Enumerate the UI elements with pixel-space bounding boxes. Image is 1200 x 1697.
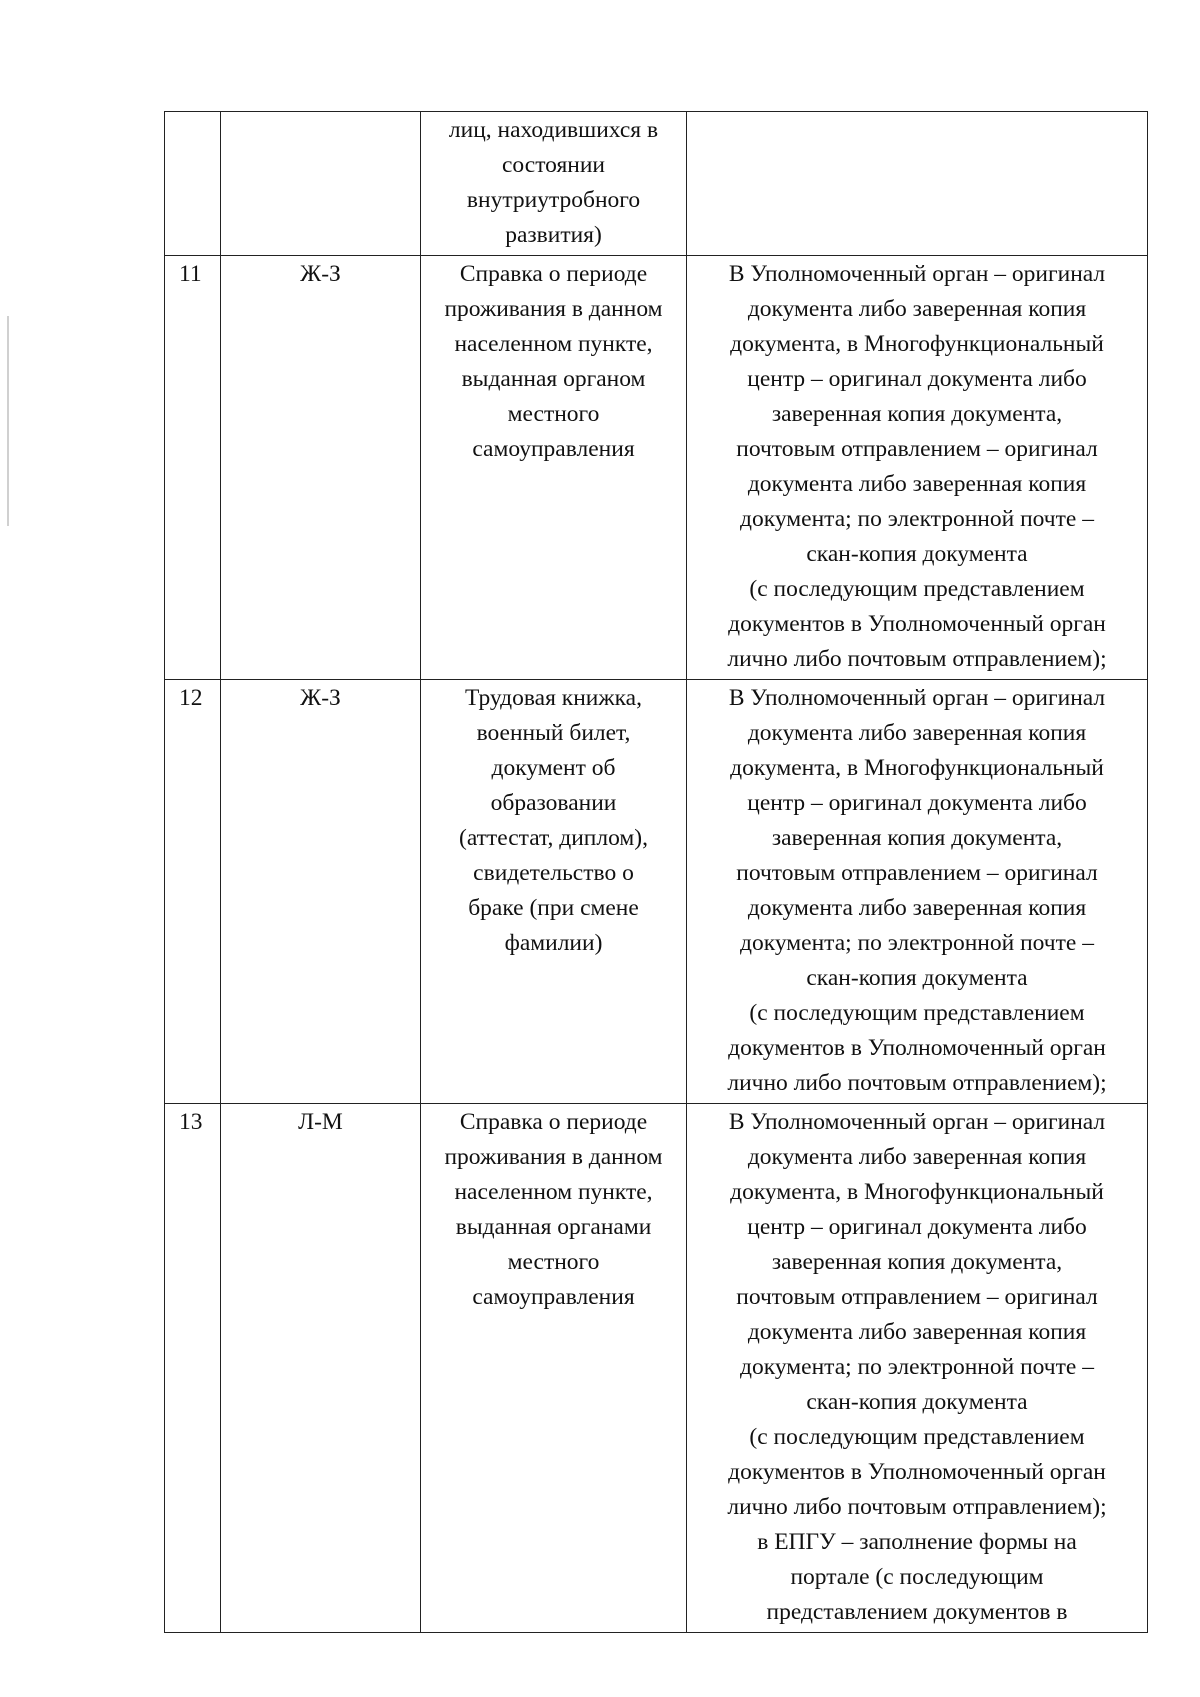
category-code-cell bbox=[221, 112, 421, 256]
table-row bbox=[165, 1104, 1148, 1633]
document-name-line: проживания в данном bbox=[444, 296, 663, 322]
submission-method-line: документов в Уполномоченный орган bbox=[728, 611, 1106, 637]
category-code-cell bbox=[221, 256, 421, 680]
submission-method-cell bbox=[687, 1104, 1148, 1633]
table-row bbox=[165, 680, 1148, 1104]
submission-method-line: (с последующим представлением bbox=[749, 1000, 1085, 1026]
document-name-line: местного bbox=[507, 1249, 600, 1275]
submission-method-line: портале (с последующим bbox=[790, 1564, 1044, 1590]
row-number-cell bbox=[165, 1104, 221, 1633]
category-code: Ж-З bbox=[300, 261, 341, 287]
submission-method-line: почтовым отправлением – оригинал bbox=[736, 1284, 1098, 1310]
submission-method-line: лично либо почтовым отправлением); bbox=[727, 1494, 1107, 1520]
scan-margin-mark bbox=[7, 316, 9, 526]
submission-method-line: центр – оригинал документа либо bbox=[747, 1214, 1087, 1240]
submission-method-line: документа; по электронной почте – bbox=[740, 930, 1094, 956]
document-name-line: (аттестат, диплом), bbox=[459, 825, 648, 851]
submission-method-line: скан-копия документа bbox=[806, 541, 1028, 567]
submission-method-line: скан-копия документа bbox=[806, 965, 1028, 991]
document-name-line: лиц, находившихся в bbox=[448, 117, 659, 143]
row-number: 11 bbox=[179, 261, 202, 287]
submission-method-line: документа либо заверенная копия bbox=[747, 1319, 1087, 1345]
document-name-cell bbox=[421, 680, 687, 1104]
submission-method-line: скан-копия документа bbox=[806, 1389, 1028, 1415]
submission-method-line: заверенная копия документа, bbox=[771, 825, 1063, 851]
submission-method-line: документа, в Многофункциональный bbox=[730, 331, 1104, 357]
submission-method-line: (с последующим представлением bbox=[749, 1424, 1085, 1450]
document-name-line: документ об bbox=[491, 755, 616, 781]
document-name-line: военный билет, bbox=[476, 720, 631, 746]
table-row bbox=[165, 256, 1148, 680]
document-name-line: свидетельство о bbox=[473, 860, 634, 886]
submission-method-line: в ЕПГУ – заполнение формы на bbox=[757, 1529, 1077, 1555]
submission-method-cell bbox=[687, 112, 1148, 256]
document-name-line: Справка о периоде bbox=[459, 1109, 648, 1135]
document-name-line: фамилии) bbox=[504, 930, 603, 956]
submission-method-line: почтовым отправлением – оригинал bbox=[736, 436, 1098, 462]
submission-method-line: документа; по электронной почте – bbox=[740, 506, 1094, 532]
document-name-line: населенном пункте, bbox=[454, 1179, 653, 1205]
document-name-line: населенном пункте, bbox=[454, 331, 653, 357]
category-code: Л-М bbox=[298, 1109, 343, 1135]
document-name-line: проживания в данном bbox=[444, 1144, 663, 1170]
submission-method-line: документов в Уполномоченный орган bbox=[728, 1459, 1106, 1485]
submission-method-line: документа либо заверенная копия bbox=[747, 895, 1087, 921]
submission-method-line: заверенная копия документа, bbox=[771, 401, 1063, 427]
document-name-line: внутриутробного bbox=[466, 187, 641, 213]
document-name-cell bbox=[421, 256, 687, 680]
document-name-line: образовании bbox=[490, 790, 617, 816]
submission-method-line: представлением документов в bbox=[766, 1599, 1068, 1625]
document-name-line: Справка о периоде bbox=[459, 261, 648, 287]
submission-method-line: документа либо заверенная копия bbox=[747, 471, 1087, 497]
row-number-cell bbox=[165, 256, 221, 680]
submission-method-line: лично либо почтовым отправлением); bbox=[727, 646, 1107, 672]
document-name-cell bbox=[421, 112, 687, 256]
category-code-cell bbox=[221, 1104, 421, 1633]
submission-method-line: документов в Уполномоченный орган bbox=[728, 1035, 1106, 1061]
submission-method-line: документа либо заверенная копия bbox=[747, 296, 1087, 322]
document-name-line: самоуправления bbox=[472, 1284, 635, 1310]
submission-method-line: В Уполномоченный орган – оригинал bbox=[728, 1109, 1106, 1135]
submission-method-line: В Уполномоченный орган – оригинал bbox=[728, 685, 1106, 711]
table-row bbox=[165, 112, 1148, 256]
category-code-cell bbox=[221, 680, 421, 1104]
submission-method-line: лично либо почтовым отправлением); bbox=[727, 1070, 1107, 1096]
submission-method-line: документа, в Многофункциональный bbox=[730, 1179, 1104, 1205]
submission-method-line: заверенная копия документа, bbox=[771, 1249, 1063, 1275]
submission-method-cell bbox=[687, 680, 1148, 1104]
submission-method-line: (с последующим представлением bbox=[749, 576, 1085, 602]
row-number: 12 bbox=[179, 685, 203, 711]
documents-table bbox=[164, 111, 1148, 1633]
submission-method-line: документа либо заверенная копия bbox=[747, 1144, 1087, 1170]
row-number-cell bbox=[165, 680, 221, 1104]
document-name-line: Трудовая книжка, bbox=[465, 685, 642, 711]
document-name-cell bbox=[421, 1104, 687, 1633]
document-name-line: местного bbox=[507, 401, 600, 427]
submission-method-line: центр – оригинал документа либо bbox=[747, 366, 1087, 392]
submission-method-line: почтовым отправлением – оригинал bbox=[736, 860, 1098, 886]
document-name-line: выданная органами bbox=[455, 1214, 652, 1240]
submission-method-line: центр – оригинал документа либо bbox=[747, 790, 1087, 816]
submission-method-line: документа; по электронной почте – bbox=[740, 1354, 1094, 1380]
submission-method-cell bbox=[687, 256, 1148, 680]
row-number: 13 bbox=[179, 1109, 203, 1135]
document-name-line: браке (при смене bbox=[468, 895, 639, 921]
submission-method-line: В Уполномоченный орган – оригинал bbox=[728, 261, 1106, 287]
document-name-line: развития) bbox=[505, 222, 602, 248]
document-name-line: выданная органом bbox=[461, 366, 646, 392]
submission-method-line: документа либо заверенная копия bbox=[747, 720, 1087, 746]
category-code: Ж-З bbox=[300, 685, 341, 711]
document-name-line: состоянии bbox=[502, 152, 605, 178]
submission-method-line: документа, в Многофункциональный bbox=[730, 755, 1104, 781]
document-name-line: самоуправления bbox=[472, 436, 635, 462]
row-number-cell bbox=[165, 112, 221, 256]
